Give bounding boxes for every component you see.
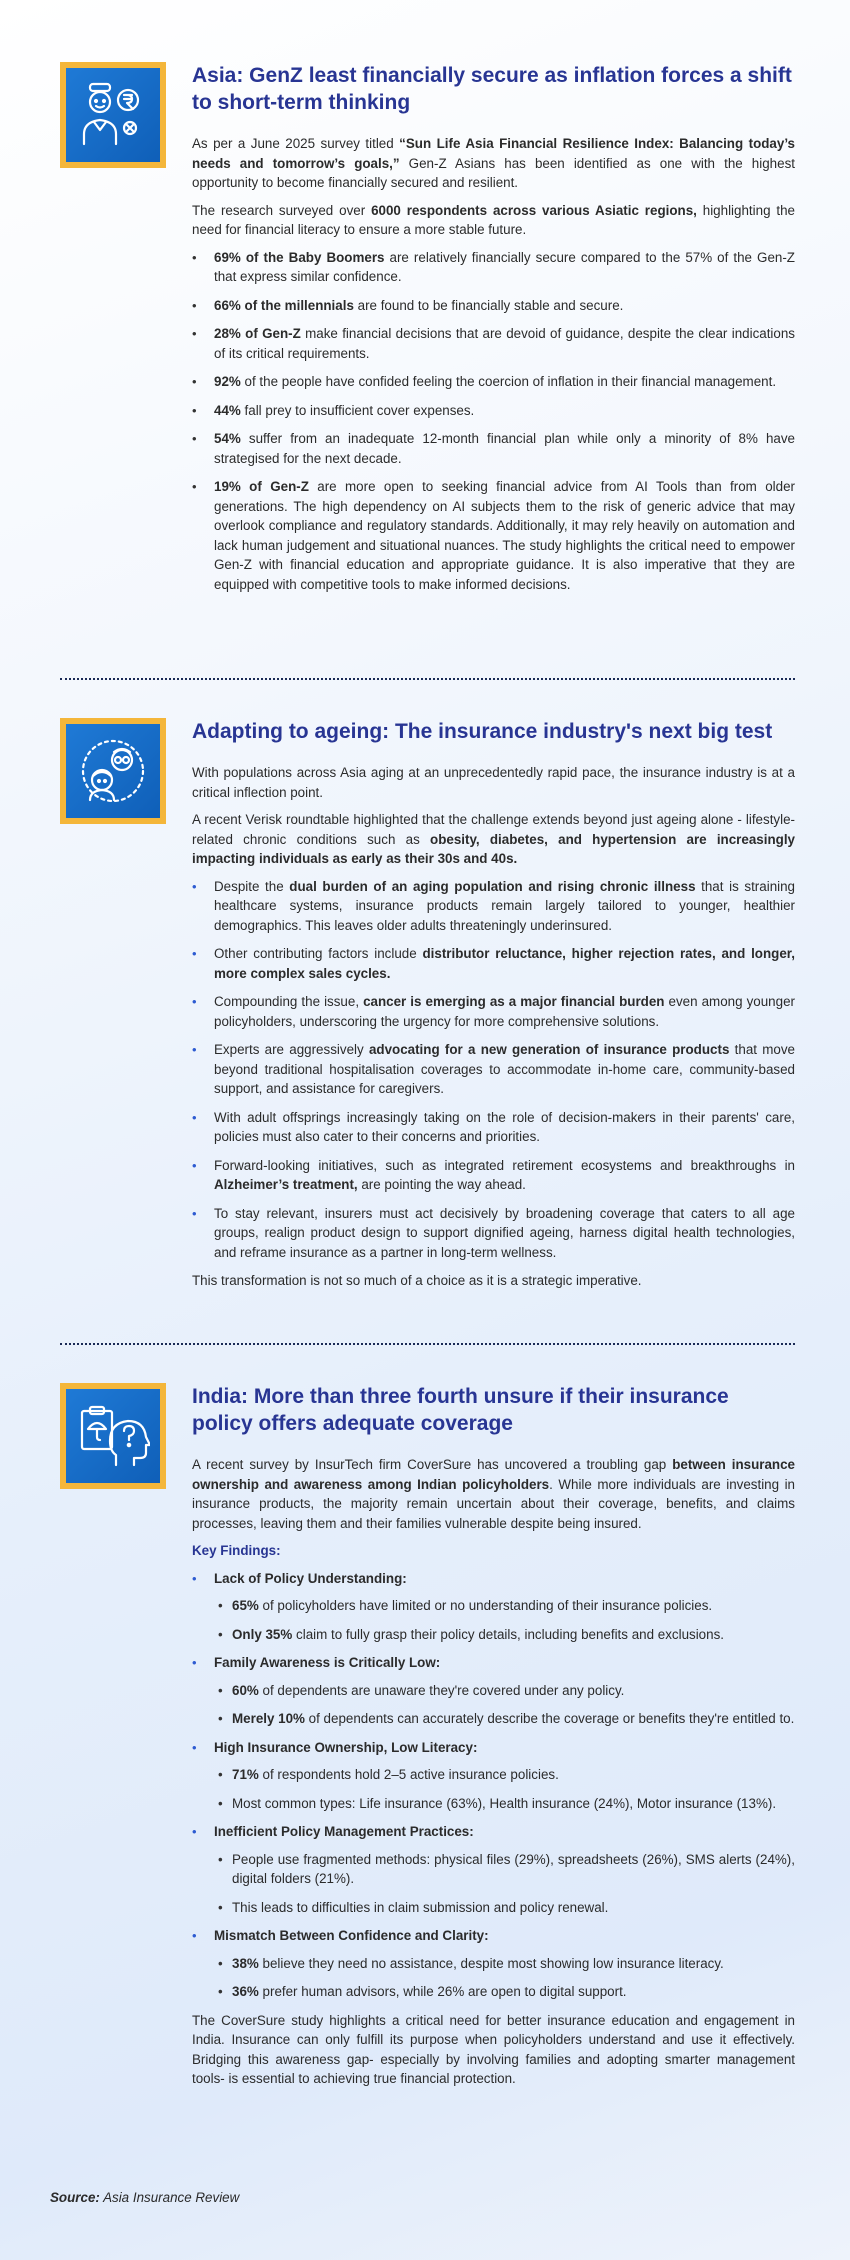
list-item: • Other contributing factors include distributor reluctance, higher rejection rates, and longer, more complex sales cycles. [192,944,795,983]
section-title: India: More than three fourth unsure if their insurance policy offers adequate coverage [192,1385,729,1435]
finding-item: • People use fragmented methods: physical files (29%), spreadsheets (26%), SMS alerts (24%), digital folders (21%). [214,1850,795,1889]
finding-group: • Family Awareness is Critically Low: • 60% of dependents are unaware they're covered under any policy. • Merely 10% of dependents can accurately describe the coverage or benefits they're entitled to. [192,1653,795,1729]
insurance-awareness-icon [76,1399,150,1473]
section-title: Asia: GenZ least financially secure as inflation forces a shift to short-term thinking [192,64,792,114]
list-item: • Forward-looking initiatives, such as integrated retirement ecosystems and breakthroughs in Alzheimer’s treatment, are pointing the way ahead. [192,1156,795,1195]
genz-icon-frame [60,62,166,168]
key-findings-label: Key Findings: [192,1543,281,1558]
list-item: • Despite the dual burden of an aging population and rising chronic illness that is straining healthcare systems, insurance products remain largely tailored to younger, healthier demographics. This leaves older adults threateningly underinsured. [192,877,795,936]
list-item: • Experts are aggressively advocating for a new generation of insurance products that move beyond traditional hospitalisation coverages to accommodate in-home care, community-based support, and assistance for caregivers. [192,1040,795,1099]
paragraph: With populations across Asia aging at an unprecedentedly rapid pace, the insurance industry is at a critical inflection point. [192,765,795,800]
list-item: • To stay relevant, insurers must act decisively by broadening coverage that caters to all age groups, realign product design to support dignified ageing, harness digital health technologies, and reframe insurance as a partner in long-term wellness. [192,1204,795,1263]
closing-paragraph: This transformation is not so much of a choice as it is a strategic imperative. [192,1273,642,1288]
ageing-people-icon [76,734,150,808]
list-item: • 69% of the Baby Boomers are relatively financially secure compared to the 57% of the Gen-Z that express similar confidence. [192,248,795,287]
finding-item: • 65% of policyholders have limited or no understanding of their insurance policies. [214,1596,795,1616]
finding-group: • Mismatch Between Confidence and Clarity: • 38% believe they need no assistance, despite most showing low insurance literacy. • 36% prefer human advisors, while 26% are open to digital support. [192,1926,795,2002]
section-title: Adapting to ageing: The insurance industry's next big test [192,720,773,743]
genz-person-rupee-icon [76,78,150,152]
paragraph: A recent survey by InsurTech firm CoverSure has uncovered a troubling gap between insurance ownership and awareness among Indian policyholders. While more individuals are investing in insurance products, the majority remain uncertain about their coverage, benefits, and claims processes, leaving them and their families vulnerable despite being insured. [192,1457,796,1531]
list-item: • 66% of the millennials are found to be financially stable and secure. [192,296,795,316]
finding-item: • 71% of respondents hold 2–5 active insurance policies. [214,1765,795,1785]
paragraph: As per a June 2025 survey titled “Sun Life Asia Financial Resilience Index: Balancing today’s needs and tomorrow’s goals,” Gen-Z Asians has been identified as one with the highest opportunity to become financially secured and resilient. [192,136,795,190]
list-item: • 44% fall prey to insufficient cover expenses. [192,401,795,421]
list-item: • 19% of Gen-Z are more open to seeking financial advice from AI Tools than from older generations. The high dependency on AI subjects them to the risk of generic advice that may overlook compliance and regulatory standards. Additionally, it may rely heavily on automation and lack human judgement and situational nuances. The study highlights the critical need to empower Gen-Z with financial education and appropriate guidance. It is also imperative that they are equipped with competitive tools to make informed decisions. [192,477,795,594]
finding-group: • Lack of Policy Understanding: • 65% of policyholders have limited or no understanding of their insurance policies. • Only 35% claim to fully grasp their policy details, including benefits and exclusions. [192,1569,795,1645]
india-icon-frame [60,1383,166,1489]
finding-item: • This leads to difficulties in claim submission and policy renewal. [214,1898,795,1918]
bullet-list [192,248,795,595]
finding-item: • Merely 10% of dependents can accurately describe the coverage or benefits they're entitled to. [214,1709,795,1729]
source-credit: Source: Asia Insurance Review [50,2190,240,2205]
finding-item: • Only 35% claim to fully grasp their policy details, including benefits and exclusions. [214,1625,795,1645]
bullet-list [192,877,795,1263]
finding-group: • Inefficient Policy Management Practices: • People use fragmented methods: physical files (29%), spreadsheets (26%), SMS alerts (24%), digital folders (21%). • This leads to difficulties in claim submission and policy renewal. [192,1822,795,1917]
list-item: • 92% of the people have confided feeling the coercion of inflation in their financial management. [192,372,795,392]
list-item: • 54% suffer from an inadequate 12-month financial plan while only a minority of 8% have strategised for the next decade. [192,429,795,468]
ageing-icon-frame [60,718,166,824]
list-item: • With adult offsprings increasingly taking on the role of decision-makers in their parents' care, policies must also cater to their concerns and priorities. [192,1108,795,1147]
finding-item: • Most common types: Life insurance (63%), Health insurance (24%), Motor insurance (13%). [214,1794,795,1814]
finding-item: • 36% prefer human advisors, while 26% are open to digital support. [214,1982,795,2002]
finding-group: • High Insurance Ownership, Low Literacy: • 71% of respondents hold 2–5 active insurance policies. • Most common types: Life insurance (63%), Health insurance (24%), Motor insurance (13%). [192,1738,795,1814]
finding-item: • 38% believe they need no assistance, despite most showing low insurance literacy. [214,1954,795,1974]
list-item: • 28% of Gen-Z make financial decisions that are devoid of guidance, despite the clear indications of its critical requirements. [192,324,795,363]
section-divider [60,678,795,680]
paragraph: A recent Verisk roundtable highlighted that the challenge extends beyond just ageing alone - lifestyle-related chronic conditions such as obesity, diabetes, and hypertension are increasingly impacting individuals as early as their 30s and 40s. [192,812,795,866]
findings-list [192,1569,795,2002]
closing-paragraph: The CoverSure study highlights a critical need for better insurance education and engagement in India. Insurance can only fulfill its purpose when policyholders understand and use it effectively. Bridging this awareness gap- especially by involving families and adopting smarter management tools- is essential to achieving true financial protection. [192,2012,795,2086]
paragraph: The research surveyed over 6000 respondents across various Asiatic regions, highlighting the need for financial literacy to ensure a more stable future. [192,202,796,237]
list-item: • Compounding the issue, cancer is emerging as a major financial burden even among younger policyholders, underscoring the urgency for more comprehensive solutions. [192,992,795,1031]
finding-item: • 60% of dependents are unaware they're covered under any policy. [214,1681,795,1701]
section-divider [60,1343,795,1345]
